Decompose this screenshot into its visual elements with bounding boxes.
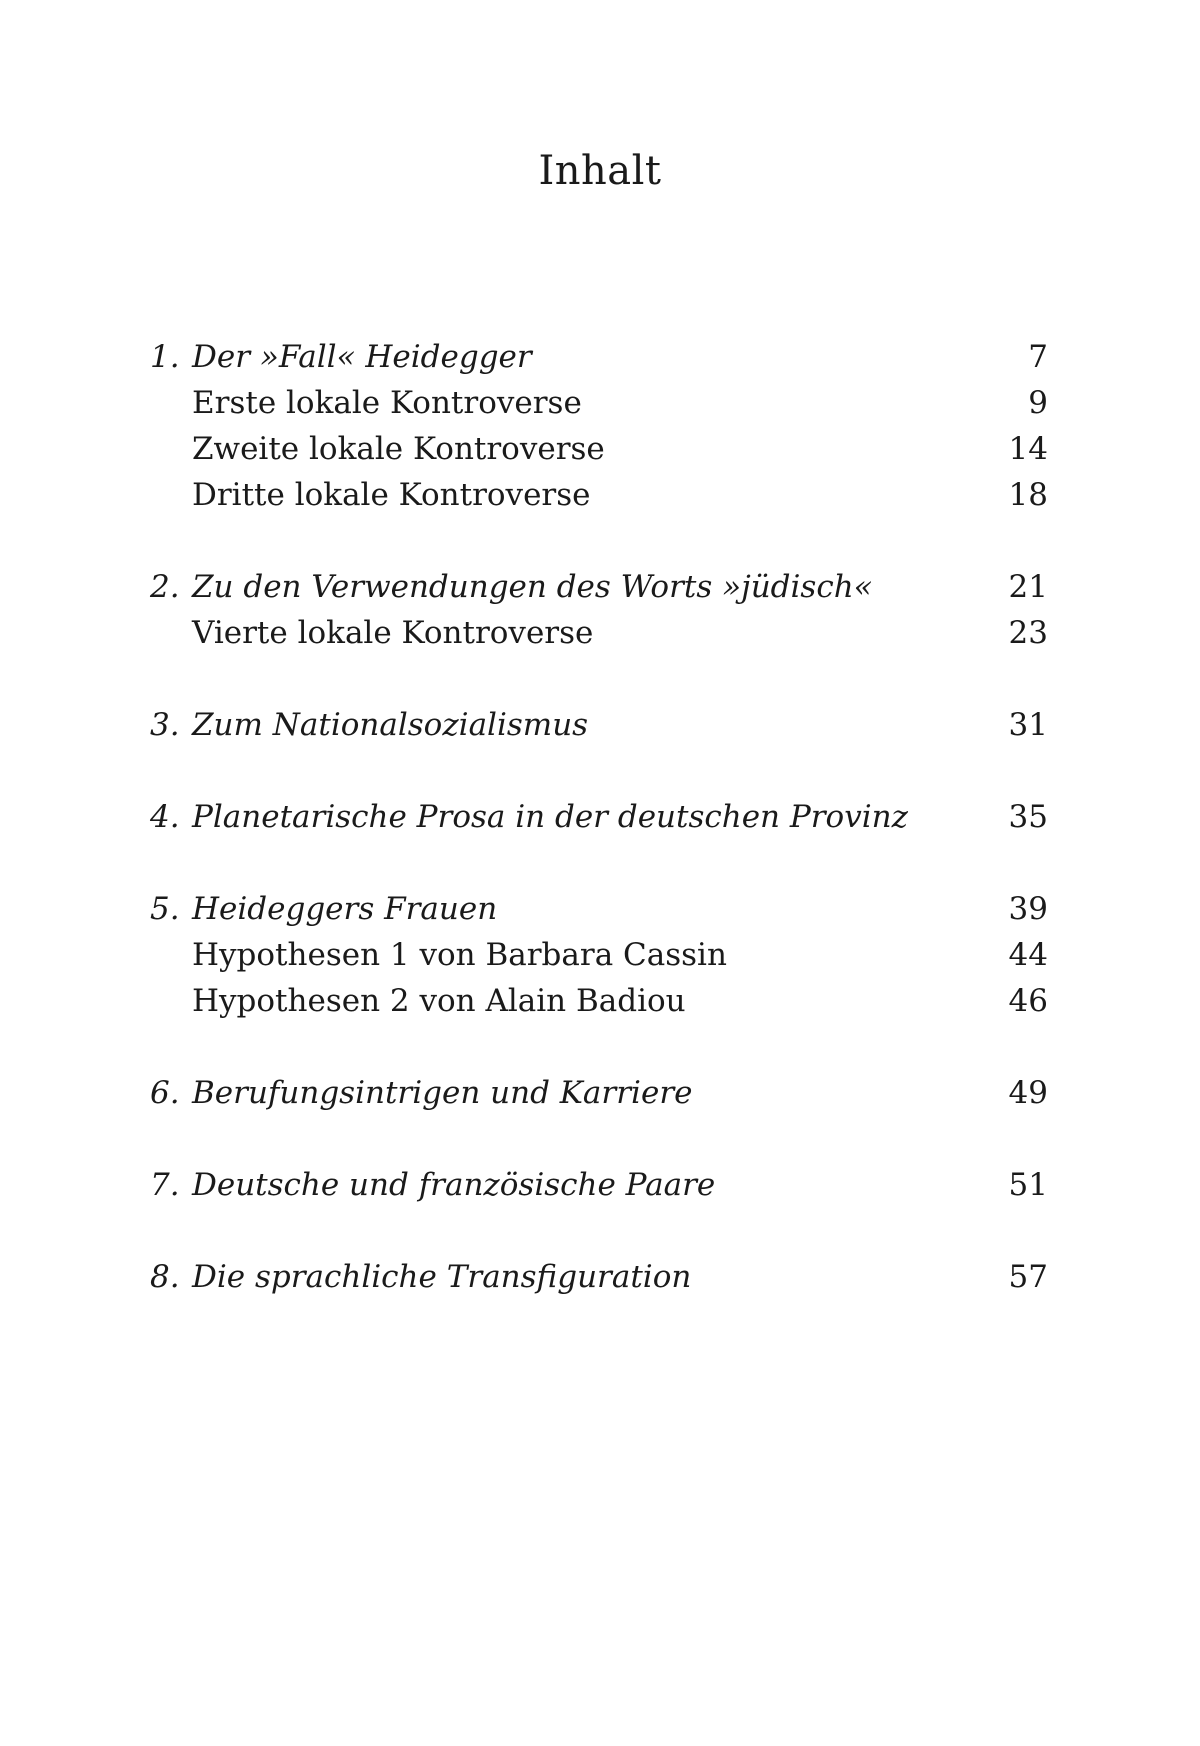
chapter-title: Der »Fall« Heidegger (192, 339, 532, 375)
page-number: 7 (1028, 339, 1048, 375)
section-title: Hypothesen 1 von Barbara Cassin (192, 937, 727, 973)
toc-section[interactable] (150, 426, 1048, 472)
page-number: 49 (1008, 1075, 1048, 1111)
toc-section[interactable] (150, 472, 1048, 518)
page-number: 9 (1028, 385, 1048, 421)
chapter-title: Die sprachliche Transfiguration (192, 1259, 692, 1295)
section-title: Dritte lokale Kontroverse (192, 477, 591, 513)
table-of-contents (150, 334, 1048, 1300)
section-title: Erste lokale Kontroverse (192, 385, 582, 421)
page-number: 44 (1008, 937, 1048, 973)
toc-chapter[interactable] (150, 1162, 1048, 1208)
toc-chapter[interactable] (150, 1070, 1048, 1116)
chapter-number: 3. (150, 707, 180, 743)
page-number: 39 (1008, 891, 1048, 927)
toc-section[interactable] (150, 978, 1048, 1024)
toc-chapter[interactable] (150, 886, 1048, 932)
chapter-title: Deutsche und französische Paare (192, 1167, 716, 1203)
page-number: 18 (1008, 477, 1048, 513)
chapter-title: Zum Nationalsozialismus (192, 707, 589, 743)
toc-chapter[interactable] (150, 564, 1048, 610)
toc-chapter[interactable] (150, 702, 1048, 748)
chapter-number: 6. (150, 1075, 180, 1111)
toc-section[interactable] (150, 932, 1048, 978)
toc-section[interactable] (150, 610, 1048, 656)
chapter-title: Berufungsintrigen und Karriere (192, 1075, 693, 1111)
toc-chapter[interactable] (150, 1254, 1048, 1300)
page-number: 14 (1008, 431, 1048, 467)
toc-chapter[interactable] (150, 794, 1048, 840)
chapter-title: Heideggers Frauen (192, 891, 498, 927)
chapter-number: 8. (150, 1259, 180, 1295)
section-title: Vierte lokale Kontroverse (192, 615, 594, 651)
page-number: 35 (1008, 799, 1048, 835)
page-number: 46 (1008, 983, 1048, 1019)
section-title: Hypothesen 2 von Alain Badiou (192, 983, 686, 1019)
chapter-number: 1. (150, 339, 180, 375)
section-title: Zweite lokale Kontroverse (192, 431, 605, 467)
chapter-title: Zu den Verwendungen des Worts »jüdisch« (192, 569, 873, 605)
page-number: 21 (1008, 569, 1048, 605)
chapter-number: 5. (150, 891, 180, 927)
page-number: 57 (1008, 1259, 1048, 1295)
page-number: 31 (1008, 707, 1048, 743)
chapter-number: 7. (150, 1167, 180, 1203)
toc-chapter[interactable] (150, 334, 1048, 380)
page-number: 51 (1008, 1167, 1048, 1203)
chapter-number: 2. (150, 569, 180, 605)
chapter-number: 4. (150, 799, 180, 835)
toc-section[interactable] (150, 380, 1048, 426)
page-number: 23 (1008, 615, 1048, 651)
page-title: Inhalt (538, 148, 662, 194)
chapter-title: Planetarische Prosa in der deutschen Provinz (192, 799, 908, 835)
